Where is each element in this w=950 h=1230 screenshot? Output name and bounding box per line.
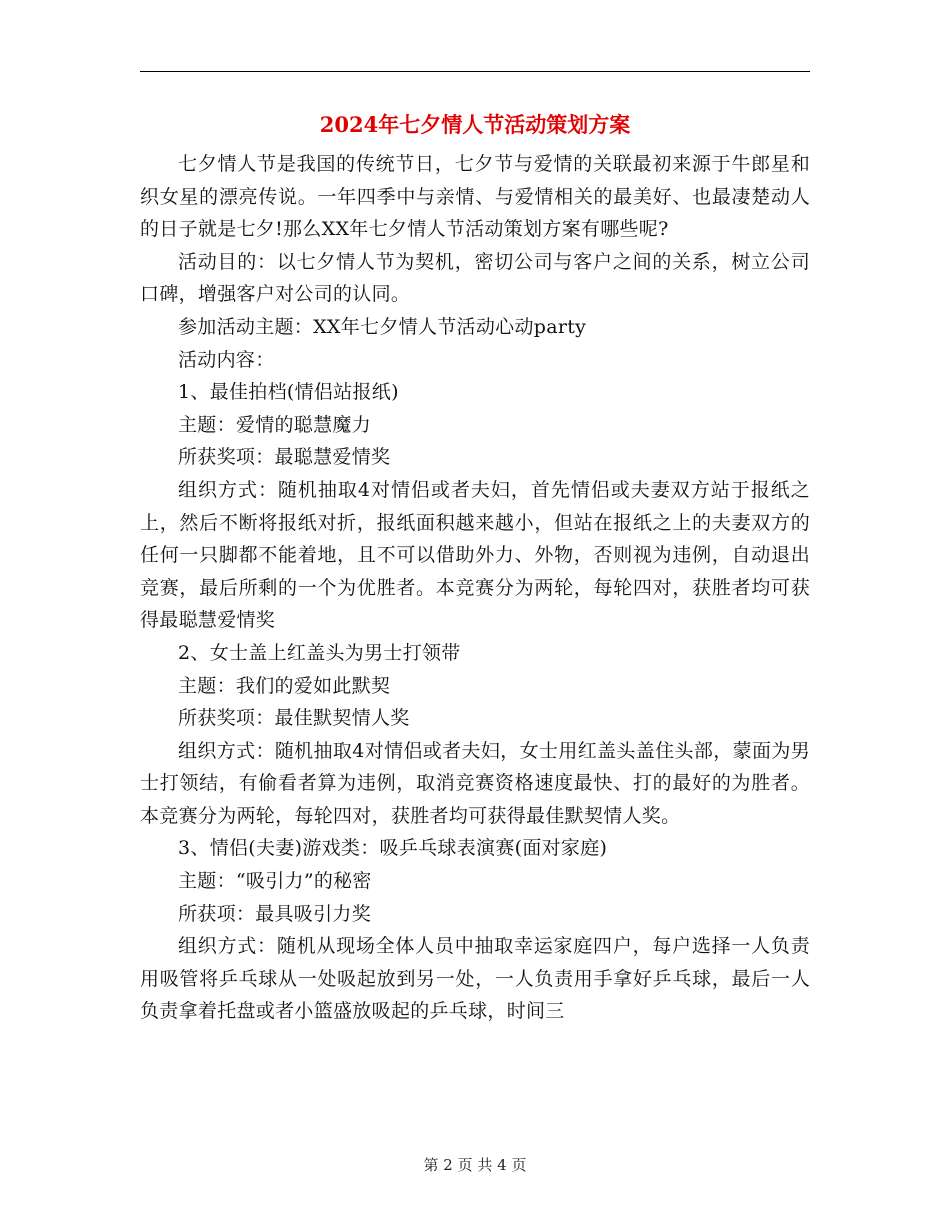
paragraph-theme: 参加活动主题：XX年七夕情人节活动心动party — [178, 315, 587, 338]
page-number: 第 2 页 共 4 页 — [423, 1156, 527, 1174]
paragraph-content-heading: 活动内容： — [178, 348, 275, 371]
document-body — [140, 148, 810, 1028]
paragraph-item-3-theme: 主题：“吸引力”的秘密 — [178, 870, 372, 893]
paragraph-item-3-award: 所获项：最具吸引力奖 — [178, 902, 372, 925]
paragraph-item-2-method: 组织方式：随机抽取4对情侣或者夫妇，女士用红盖头盖住头部，蒙面为男士打领结，有偷看者算为违例，取消竞赛资格速度最快、打的最好的为胜者。本竞赛分为两轮，每轮四对，获胜者均可获得最佳默契情人奖。 — [140, 739, 810, 827]
paragraph-intro: 七夕情人节是我国的传统节日，七夕节与爱情的关联最初来源于牛郎星和织女星的漂亮传说。一年四季中与亲情、与爱情相关的最美好、也最凄楚动人的日子就是七夕!那么XX年七夕情人节活动策划方案有哪些呢? — [140, 153, 810, 241]
paragraph-item-1-theme: 主题：爱情的聪慧魔力 — [178, 413, 372, 436]
paragraph-item-1-heading: 1、最佳拍档(情侣站报纸) — [178, 381, 399, 404]
paragraph-item-2-heading: 2、女士盖上红盖头为男士打领带 — [178, 641, 461, 664]
paragraph-item-2-theme: 主题：我们的爱如此默契 — [178, 674, 391, 697]
header-rule — [140, 71, 810, 72]
paragraph-item-2-award: 所获奖项：最佳默契情人奖 — [178, 707, 410, 730]
document-title: 2024年七夕情人节活动策划方案 — [319, 112, 631, 137]
paragraph-item-1-method: 组织方式：随机抽取4对情侣或者夫妇，首先情侣或夫妻双方站于报纸之上，然后不断将报纸对折，报纸面积越来越小，但站在报纸之上的夫妻双方的任何一只脚都不能着地，且不可以借助外力、外物，否则视为违例，自动退出竞赛，最后所剩的一个为优胜者。本竞赛分为两轮，每轮四对，获胜者均可获得最聪慧爱情奖 — [140, 478, 810, 632]
paragraph-item-3-method: 组织方式：随机从现场全体人员中抽取幸运家庭四户，每户选择一人负责用吸管将乒乓球从一处吸起放到另一处，一人负责用手拿好乒乓球，最后一人负责拿着托盘或者小篮盛放吸起的乒乓球，时间三 — [140, 935, 810, 1023]
paragraph-item-3-heading: 3、情侣(夫妻)游戏类：吸乒乓球表演赛(面对家庭) — [178, 837, 608, 860]
paragraph-purpose: 活动目的：以七夕情人节为契机，密切公司与客户之间的关系，树立公司口碑，增强客户对公司的认同。 — [140, 250, 810, 306]
paragraph-item-1-award: 所获奖项：最聪慧爱情奖 — [178, 446, 391, 469]
